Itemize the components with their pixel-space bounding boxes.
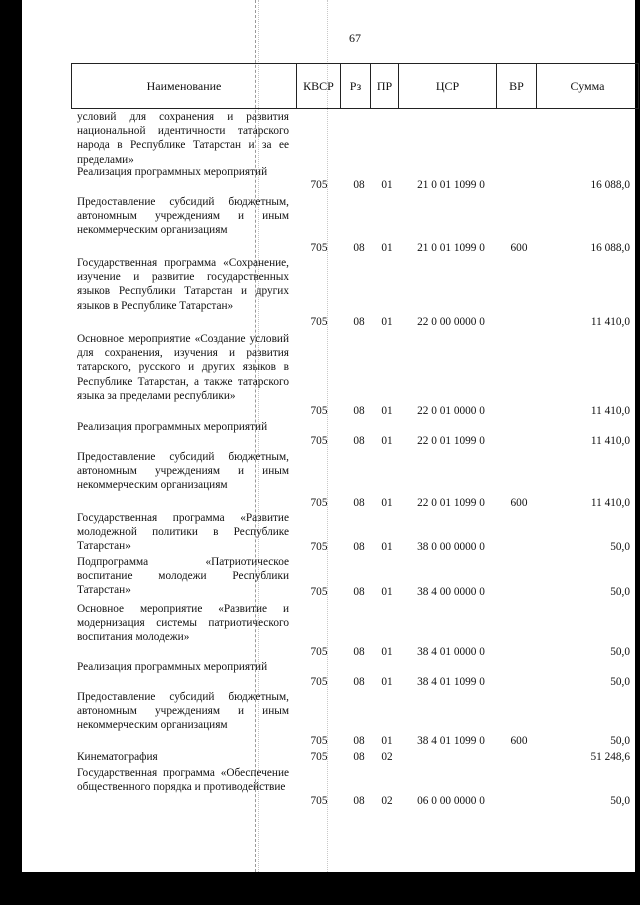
row-pr: 01 [381,676,393,688]
row-name: Предоставление субсидий бюджетным, автономным учреждениям и иным некоммерческим организациям [77,451,289,492]
row-name: Реализация программных мероприятий [77,421,268,433]
header-csr: ЦСР [399,64,497,108]
row-sum: 50,0 [610,676,630,688]
row-name: Государственная программа «Развитие молодежной политики в Республике Татарстан» [77,512,289,553]
header-pr: ПР [371,64,399,108]
row-kvsr: 705 [310,316,328,328]
header-name: Наименование [72,64,297,108]
row-rz: 08 [353,541,365,553]
row-csr: 38 4 00 0000 0 [417,586,485,598]
row-rz: 08 [353,497,365,509]
row-name: Предоставление субсидий бюджетным, автономным учреждениям и иным некоммерческим организациям [77,691,289,732]
row-name: Подпрограмма «Патриотическое воспитание молодежи Республики Татарстан» [77,556,289,597]
row-pr: 01 [381,586,393,598]
row-csr: 38 0 00 0000 0 [417,541,485,553]
row-name: Государственная программа «Сохранение, изучение и развитие государственных языков Республики Татарстан и других языков в Республике Татарстан» [77,257,289,312]
row-sum: 11 410,0 [590,405,630,417]
row-pr: 01 [381,179,393,191]
row-name: Предоставление субсидий бюджетным, автономным учреждениям и иным некоммерческим организациям [77,196,289,237]
row-rz: 08 [353,435,365,447]
row-kvsr: 705 [310,242,328,254]
row-csr: 22 0 01 1099 0 [417,497,485,509]
row-csr: 22 0 01 1099 0 [417,435,485,447]
row-rz: 08 [353,316,365,328]
page-number: 67 [349,31,361,45]
header-rz: Рз [341,64,371,108]
row-name: условий для сохранения и развития национальной идентичности татарского народа в Республике Татарстан и за ее пределами» [77,111,289,166]
row-csr: 22 0 01 0000 0 [417,405,485,417]
row-pr: 01 [381,435,393,447]
row-kvsr: 705 [310,586,328,598]
row-kvsr: 705 [310,435,328,447]
row-name: Основное мероприятие «Создание условий для сохранения, изучения и развития татарского, русского и других языков в Республике Татарстан, а также татарского языка за пределами республики» [77,333,289,402]
row-rz: 08 [353,405,365,417]
row-name: Государственная программа «Обеспечение общественного порядка и противодействие [77,767,289,794]
row-rz: 08 [353,179,365,191]
row-sum: 50,0 [610,795,630,807]
row-sum: 51 248,6 [590,751,630,763]
row-kvsr: 705 [310,751,328,763]
scan-left-edge [0,0,22,872]
row-csr: 06 0 00 0000 0 [417,795,485,807]
header-kvsr: КВСР [297,64,341,108]
row-rz: 08 [353,586,365,598]
row-pr: 01 [381,405,393,417]
row-pr: 01 [381,316,393,328]
row-kvsr: 705 [310,646,328,658]
row-kvsr: 705 [310,795,328,807]
row-kvsr: 705 [310,676,328,688]
row-pr: 01 [381,497,393,509]
row-kvsr: 705 [310,405,328,417]
row-csr: 21 0 01 1099 0 [417,179,485,191]
row-rz: 08 [353,795,365,807]
row-rz: 08 [353,242,365,254]
row-rz: 08 [353,735,365,747]
row-kvsr: 705 [310,735,328,747]
header-sum: Сумма [537,64,639,108]
row-name: Реализация программных мероприятий [77,166,268,178]
row-name: Реализация программных мероприятий [77,661,268,673]
row-vr: 600 [510,735,528,747]
row-csr: 38 4 01 1099 0 [417,676,485,688]
row-values [77,794,637,808]
row-name: Кинематография [77,751,158,763]
row-sum: 16 088,0 [590,242,630,254]
row-sum: 50,0 [610,646,630,658]
row-pr: 02 [381,751,393,763]
row-sum: 11 410,0 [590,435,630,447]
row-kvsr: 705 [310,497,328,509]
row-kvsr: 705 [310,541,328,553]
row-vr: 600 [510,242,528,254]
row-vr: 600 [510,497,528,509]
table-row [77,568,637,808]
header-vr: ВР [497,64,537,108]
row-sum: 11 410,0 [590,316,630,328]
row-csr: 21 0 01 1099 0 [417,242,485,254]
row-sum: 50,0 [610,541,630,553]
row-pr: 01 [381,735,393,747]
row-kvsr: 705 [310,179,328,191]
row-sum: 11 410,0 [590,497,630,509]
row-csr: 38 4 01 0000 0 [417,646,485,658]
row-sum: 16 088,0 [590,179,630,191]
row-pr: 01 [381,541,393,553]
row-pr: 01 [381,646,393,658]
row-name: Основное мероприятие «Развитие и модернизация системы патриотического воспитания молодежи» [77,603,289,644]
row-pr: 01 [381,242,393,254]
row-rz: 08 [353,676,365,688]
row-sum: 50,0 [610,735,630,747]
scan-bottom-edge [0,872,640,905]
row-rz: 08 [353,751,365,763]
row-rz: 08 [353,646,365,658]
row-csr: 38 4 01 1099 0 [417,735,485,747]
row-sum: 50,0 [610,586,630,598]
row-csr: 22 0 00 0000 0 [417,316,485,328]
row-pr: 02 [381,795,393,807]
